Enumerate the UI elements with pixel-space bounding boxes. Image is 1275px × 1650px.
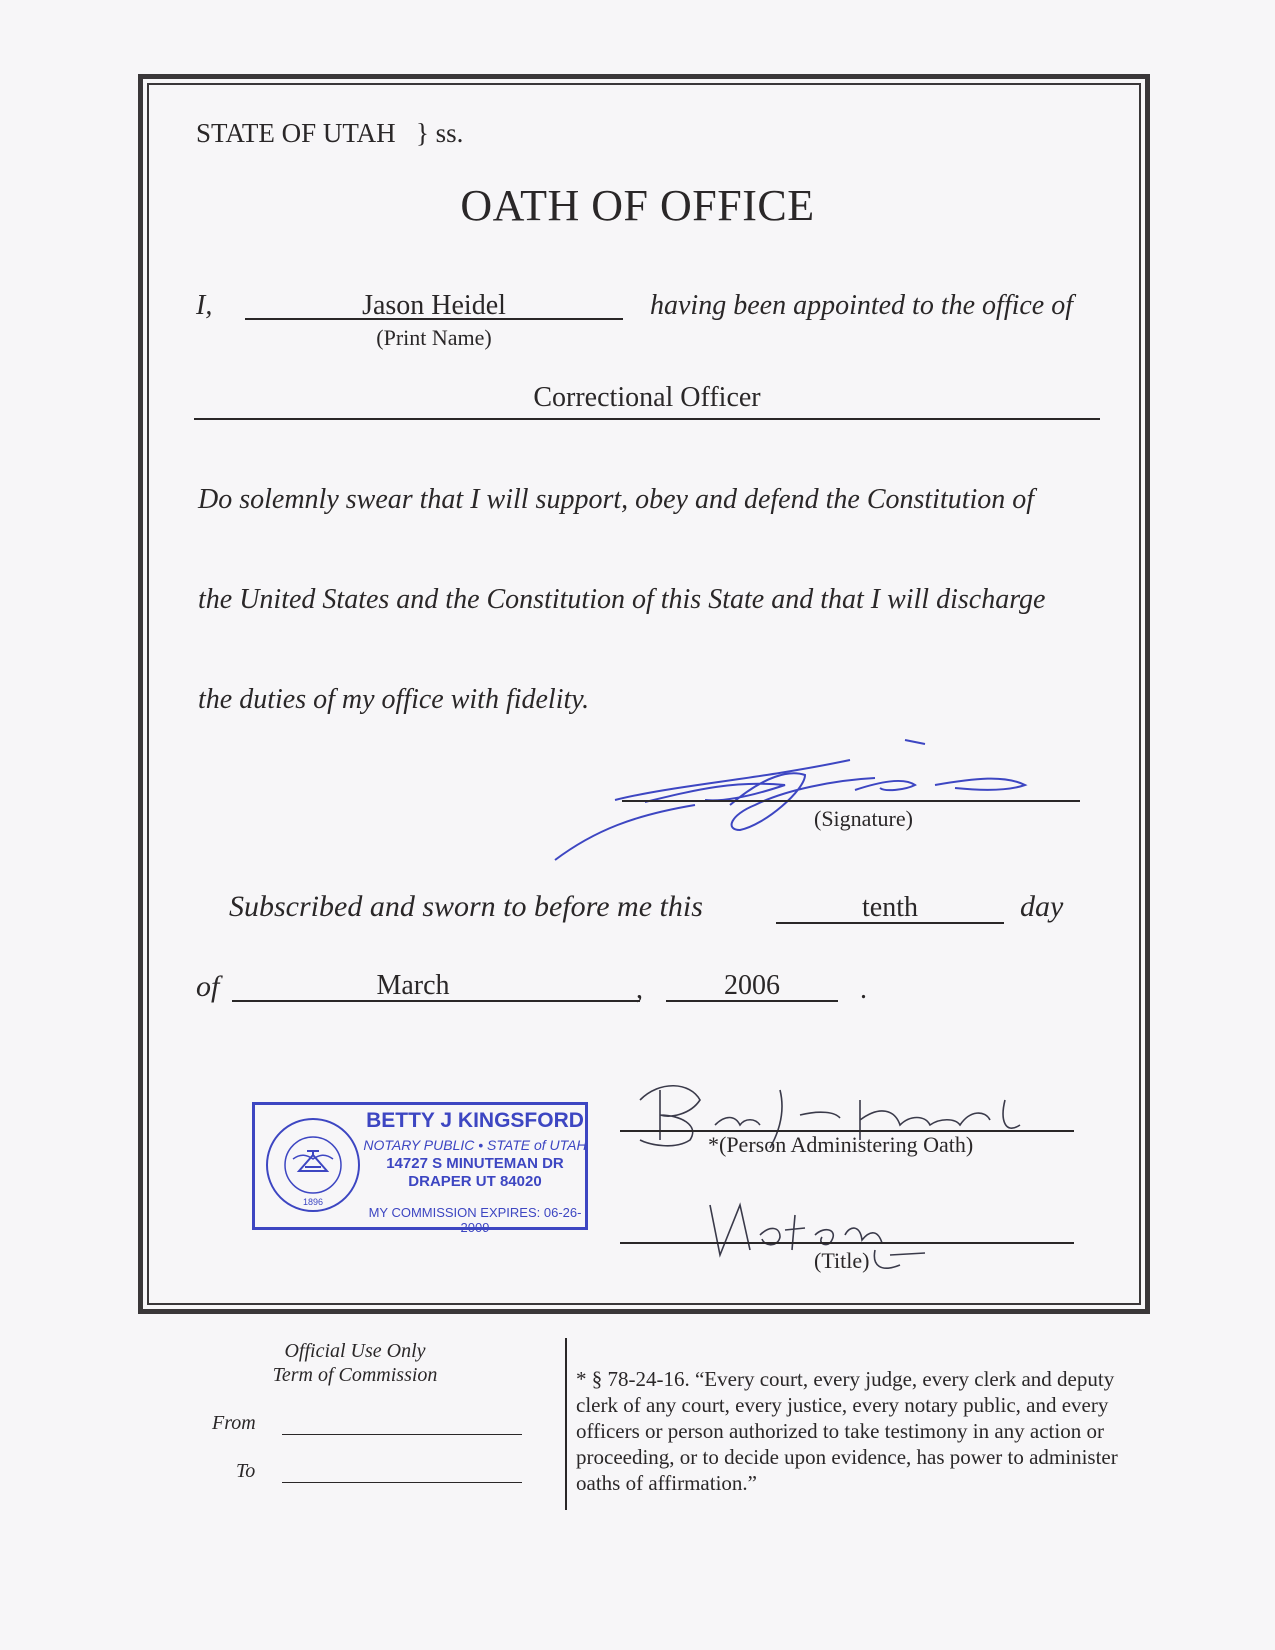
venue-ss: } ss.	[415, 118, 464, 148]
administering-caption: *(Person Administering Oath)	[708, 1132, 974, 1157]
oath-line-3: the duties of my office with fidelity.	[198, 684, 590, 715]
official-use-label: Official Use Only	[284, 1340, 426, 1362]
pronoun-i: I,	[196, 290, 213, 321]
stamp-address-1: 14727 S MINUTEMAN DR	[386, 1155, 564, 1172]
term-label: Term of Commission	[272, 1364, 438, 1386]
footer-divider	[565, 1338, 567, 1510]
state-name: STATE OF UTAH	[196, 118, 396, 148]
seal-year: 1896	[302, 1197, 324, 1207]
signature-line	[622, 780, 1080, 802]
stamp-expiration: MY COMMISSION EXPIRES: 06-26-2009	[368, 1205, 582, 1235]
administering-line	[620, 1110, 1074, 1132]
name-caption: (Print Name)	[376, 325, 492, 350]
subscribed-text: Subscribed and sworn to before me this	[229, 890, 703, 923]
title-line	[620, 1222, 1074, 1244]
to-line	[282, 1462, 522, 1483]
office-line	[194, 400, 1100, 420]
officer-name: Jason Heidel	[362, 290, 506, 321]
stamp-address-2: DRAPER UT 84020	[408, 1173, 542, 1190]
document-title: OATH OF OFFICE	[460, 181, 815, 230]
signature-caption: (Signature)	[814, 806, 913, 831]
from-line	[282, 1414, 522, 1435]
stamp-notary-line: NOTARY PUBLIC • STATE of UTAH	[363, 1137, 587, 1153]
year-value: 2006	[724, 970, 780, 1001]
stamp-name: BETTY J KINGSFORD	[366, 1109, 584, 1132]
notary-stamp	[252, 1102, 588, 1235]
to-label: To	[236, 1460, 256, 1482]
from-label: From	[212, 1412, 256, 1434]
date-comma: ,	[636, 974, 643, 1005]
date-period: .	[860, 974, 867, 1005]
state-seal-icon	[263, 1115, 363, 1215]
oath-line-2: the United States and the Constitution of this State and that I will discharge	[198, 584, 1046, 615]
state-heading	[196, 118, 463, 149]
month-value: March	[376, 970, 450, 1001]
day-value: tenth	[862, 892, 918, 923]
appointed-text: having been appointed to the office of	[650, 290, 1074, 321]
day-word: day	[1020, 890, 1064, 923]
of-word: of	[196, 970, 220, 1003]
title-caption: (Title)	[814, 1248, 870, 1273]
oath-line-1: Do solemnly swear that I will support, obey and defend the Constitution of	[198, 484, 1035, 515]
office-title: Correctional Officer	[533, 382, 761, 413]
statute-text: * § 78-24-16. “Every court, every judge, every clerk and deputy clerk of any court, every justice, every notary public, and every officers or person authorized to take testimony in any action or proceeding, or to decide upon evidence, has power to administer oaths of affirmation.”	[576, 1367, 1118, 1495]
